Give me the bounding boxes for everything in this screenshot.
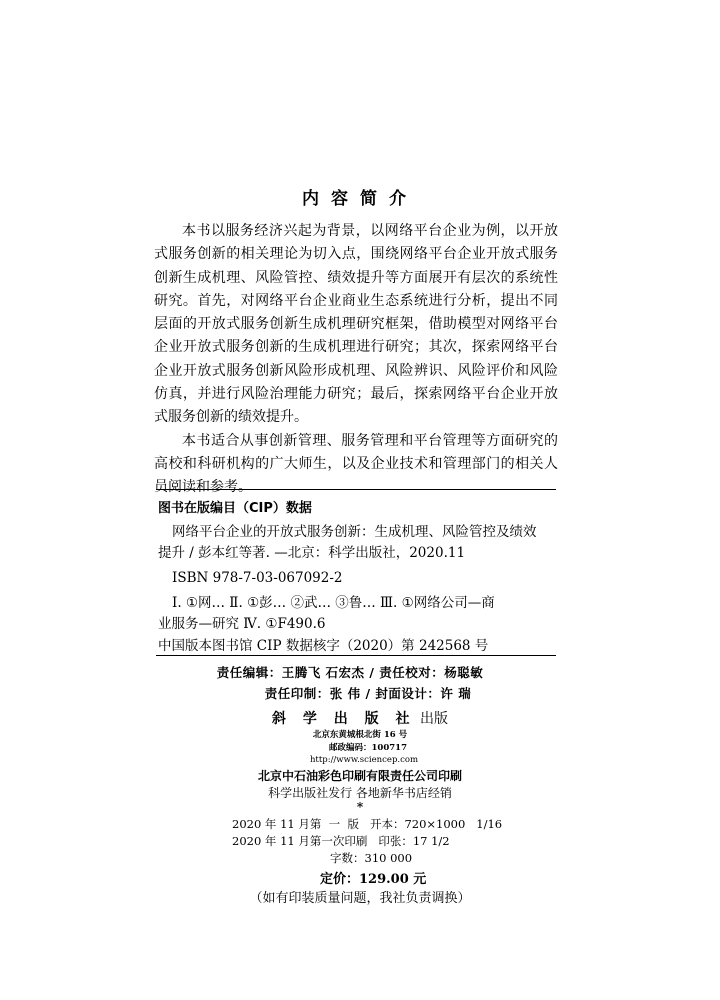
cip-classification <box>158 593 558 635</box>
cip-classification-line: 业服务—研究 Ⅳ. ①F490.6 <box>158 616 326 632</box>
publisher-suffix: 出版 <box>419 711 448 727</box>
summary-paragraph: 本书以服务经济兴起为背景，以网络平台企业为例，以开放式服务创新的相关理论为切入点，围绕网络平台企业开放式服务创新生成机理、风险管控、绩效提升等方面展开有层次的系统性研究。首先，对网络平台企业商业生态系统进行分析，提出不同层面的开放式服务创新生成机理研究框架，借助模型对网络平台企业开放式服务创新的生成机理进行研究；其次，探索网络平台企业开放式服务创新风险形成机理、风险辨识、风险评价和风险仿真，并进行风险治理能力研究；最后，探索网络平台企业开放式服务创新的绩效提升。 <box>154 223 558 426</box>
printer: 北京中石油彩色印刷有限责任公司印刷 <box>257 769 462 783</box>
summary-body <box>154 220 558 500</box>
separator-star: * <box>356 800 364 814</box>
divider <box>156 489 556 490</box>
word-count: 字数：310 000 <box>330 851 413 865</box>
production-credits: 责任印制：张 伟 / 封面设计：许 瑞 <box>264 686 472 701</box>
cip-description-line: 提升 / 彭本红等著. —北京：科学出版社，2020.11 <box>158 545 466 561</box>
summary-paragraph: 本书适合从事创新管理、服务管理和平台管理等方面研究的高校和科研机构的广大师生，以及企业技术和管理部门的相关人员阅读和参考。 <box>154 432 558 496</box>
publisher-address: 北京东黄城根北街 16 号 <box>312 730 408 740</box>
cip-number: 中国版本图书馆 CIP 数据核字（2020）第 242568 号 <box>158 638 489 654</box>
publisher-website: http://www.sciencep.com <box>309 755 419 765</box>
price: 定价：129.00 元 <box>320 872 427 887</box>
printing-info: 2020 年 11 月第一次印刷 印张：17 1/2 <box>232 834 450 848</box>
divider <box>156 655 556 656</box>
cip-classification-line: Ⅰ. ①网… Ⅱ. ①彭… ②武… ③鲁… Ⅲ. ①网络公司—商 <box>172 595 495 611</box>
cip-description <box>158 522 558 564</box>
edition-info: 2020 年 11 月第 一 版 开本：720×1000 1/16 <box>232 817 503 831</box>
summary-title: 内容简介 <box>302 189 418 209</box>
publisher-postcode: 邮政编码：100717 <box>329 743 407 753</box>
quality-notice: （如有印装质量问题，我社负责调换） <box>249 891 471 906</box>
publisher-line <box>0 708 720 728</box>
cip-description-line: 网络平台企业的开放式服务创新：生成机理、风险管控及绩效 <box>172 524 537 540</box>
editor-credits: 责任编辑：王腾飞 石宏杰 / 责任校对：杨聪敏 <box>216 665 484 680</box>
cip-title: 图书在版编目（CIP）数据 <box>158 501 312 516</box>
distribution: 科学出版社发行 各地新华书店经销 <box>268 786 452 800</box>
isbn: ISBN 978-7-03-067092-2 <box>172 570 343 586</box>
publisher-logo-text: 斜 学 出 版 社 <box>272 711 416 727</box>
